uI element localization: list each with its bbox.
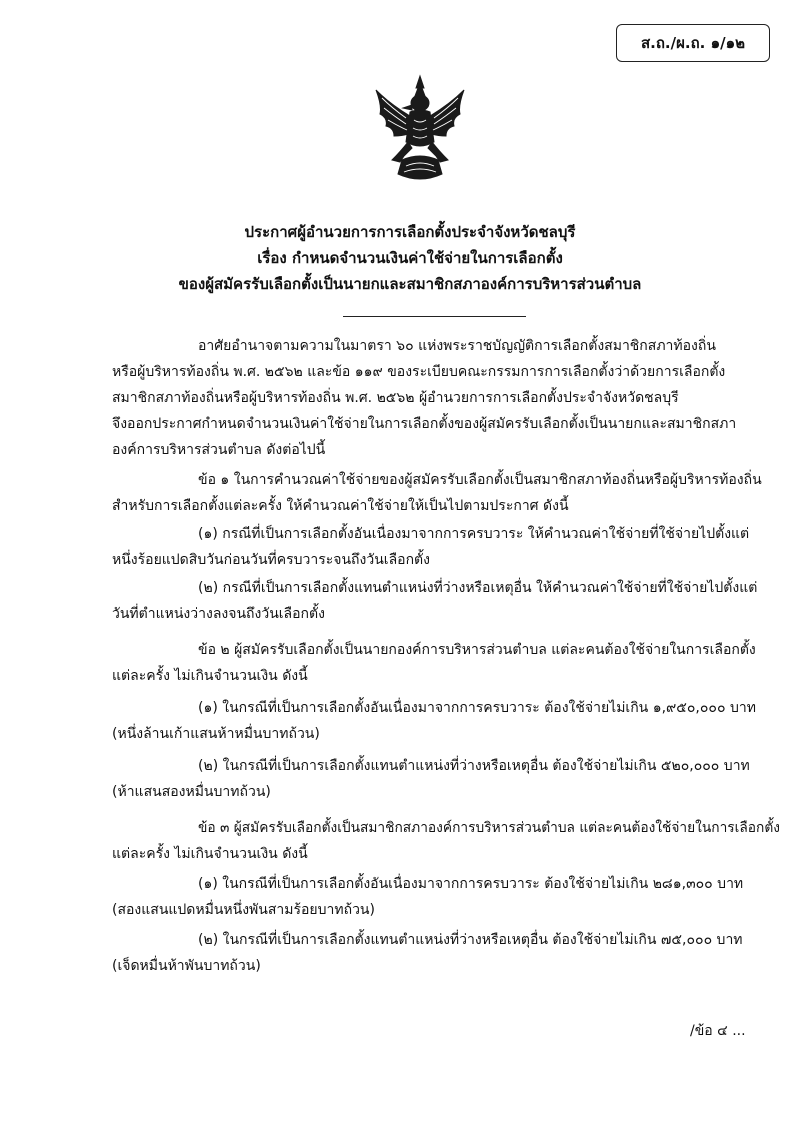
clause1-item2-line-2: วันที่ตำแหน่งว่างลงจนถึงวันเลือกตั้ง — [112, 606, 325, 622]
continued-marker: /ข้อ ๔ ... — [690, 1023, 746, 1039]
garuda-emblem — [372, 74, 468, 186]
clause1-item2-line-1: (๒) กรณีที่เป็นการเลือกตั้งแทนตำแหน่งที่ว่างหรือเหตุอื่น ให้คำนวณค่าใช้จ่ายที่ใช้จ่ายไปตั้งแต่ — [198, 580, 758, 596]
preamble-line-5: องค์การบริหารส่วนตำบล ดังต่อไปนี้ — [112, 442, 326, 458]
clause1-item1-line-1: (๑) กรณีที่เป็นการเลือกตั้งอันเนื่องมาจากการครบวาระ ให้คำนวณค่าใช้จ่ายที่ใช้จ่ายไปตั้งแต่ — [198, 526, 750, 542]
clause2-item1-line-1: (๑) ในกรณีที่เป็นการเลือกตั้งอันเนื่องมาจากการครบวาระ ต้องใช้จ่ายไม่เกิน ๑,๙๕๐,๐๐๐ บาท — [198, 700, 756, 716]
clause1-item1-line-2: หนึ่งร้อยแปดสิบวันก่อนวันที่ครบวาระจนถึงวันเลือกตั้ง — [112, 552, 430, 568]
clause2-item1-line-2: (หนึ่งล้านเก้าแสนห้าหมื่นบาทถ้วน) — [112, 726, 320, 742]
document-code-box — [616, 24, 770, 62]
clause2-item2-line-2: (ห้าแสนสองหมื่นบาทถ้วน) — [112, 784, 271, 800]
clause1-line-1: ข้อ ๑ ในการคำนวณค่าใช้จ่ายของผู้สมัครรับเลือกตั้งเป็นสมาชิกสภาท้องถิ่นหรือผู้บริหารท้องถิ่น — [198, 472, 762, 488]
heading-line-2: เรื่อง กำหนดจำนวนเงินค่าใช้จ่ายในการเลือกตั้ง — [257, 249, 563, 267]
heading-line-3: ของผู้สมัครรับเลือกตั้งเป็นนายกและสมาชิกสภาองค์การบริหารส่วนตำบล — [178, 275, 642, 293]
clause3-item1-line-1: (๑) ในกรณีที่เป็นการเลือกตั้งอันเนื่องมาจากการครบวาระ ต้องใช้จ่ายไม่เกิน ๒๘๑,๓๐๐ บาท — [198, 876, 744, 892]
clause3-line-1: ข้อ ๓ ผู้สมัครรับเลือกตั้งเป็นสมาชิกสภาองค์การบริหารส่วนตำบล แต่ละคนต้องใช้จ่ายในการเลือกตั้ง — [198, 820, 780, 836]
clause1-line-2: สำหรับการเลือกตั้งแต่ละครั้ง ให้คำนวณค่าใช้จ่ายให้เป็นไปตามประกาศ ดังนี้ — [112, 498, 569, 514]
clause3-item2-line-2: (เจ็ดหมื่นห้าพันบาทถ้วน) — [112, 958, 261, 974]
preamble-line-3: สมาชิกสภาท้องถิ่นหรือผู้บริหารท้องถิ่น พ.ศ. ๒๕๖๒ ผู้อำนวยการการเลือกตั้งประจำจังหวัดชลบุรี — [112, 390, 679, 406]
clause3-item2-line-1: (๒) ในกรณีที่เป็นการเลือกตั้งแทนตำแหน่งที่ว่างหรือเหตุอื่น ต้องใช้จ่ายไม่เกิน ๗๕,๐๐๐ บาท — [198, 932, 743, 948]
clause2-line-1: ข้อ ๒ ผู้สมัครรับเลือกตั้งเป็นนายกองค์การบริหารส่วนตำบล แต่ละคนต้องใช้จ่ายในการเลือกตั้ง — [198, 642, 756, 658]
heading-divider — [343, 316, 526, 317]
heading-line-1: ประกาศผู้อำนวยการการเลือกตั้งประจำจังหวัดชลบุรี — [244, 223, 576, 241]
preamble-line-2: หรือผู้บริหารท้องถิ่น พ.ศ. ๒๕๖๒ และข้อ ๑๑๙ ของระเบียบคณะกรรมการการเลือกตั้งว่าด้วยการเลือกตั้ง — [112, 364, 726, 380]
clause2-line-2: แต่ละครั้ง ไม่เกินจำนวนเงิน ดังนี้ — [112, 668, 308, 684]
clause3-item1-line-2: (สองแสนแปดหมื่นหนึ่งพันสามร้อยบาทถ้วน) — [112, 902, 375, 918]
clause2-item2-line-1: (๒) ในกรณีที่เป็นการเลือกตั้งแทนตำแหน่งที่ว่างหรือเหตุอื่น ต้องใช้จ่ายไม่เกิน ๕๒๐,๐๐๐ บาท — [198, 758, 750, 774]
preamble-line-4: จึงออกประกาศกำหนดจำนวนเงินค่าใช้จ่ายในการเลือกตั้งของผู้สมัครรับเลือกตั้งเป็นนายกและสมาชิกสภา — [112, 416, 737, 432]
preamble-line-1: อาศัยอำนาจตามความในมาตรา ๖๐ แห่งพระราชบัญญัติการเลือกตั้งสมาชิกสภาท้องถิ่น — [198, 338, 716, 354]
document-code: ส.ถ./ผ.ถ. ๑/๑๒ — [640, 34, 745, 52]
clause3-line-2: แต่ละครั้ง ไม่เกินจำนวนเงิน ดังนี้ — [112, 846, 308, 862]
